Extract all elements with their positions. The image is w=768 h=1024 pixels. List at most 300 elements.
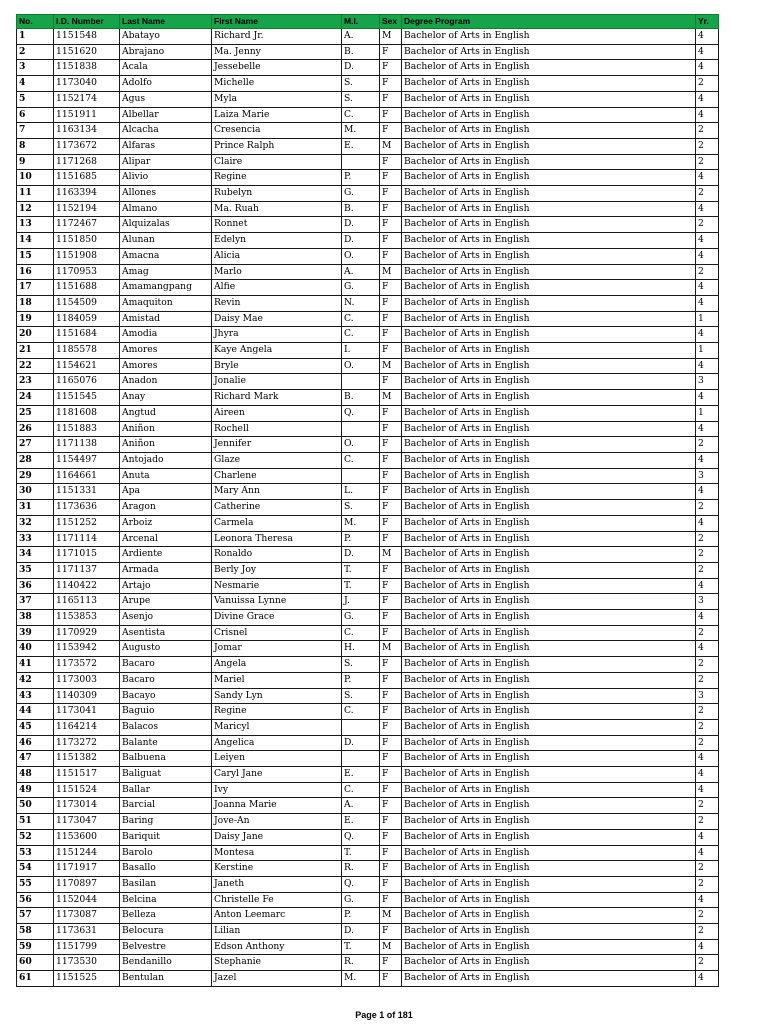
cell-first-name: Lilian	[212, 924, 342, 940]
cell-last-name: Arboiz	[120, 515, 212, 531]
cell-sex: F	[380, 201, 402, 217]
cell-first-name: Sandy Lyn	[212, 688, 342, 704]
cell-degree-program: Bachelor of Arts in English	[402, 327, 696, 343]
cell-degree-program: Bachelor of Arts in English	[402, 138, 696, 154]
cell-middle-initial: B.	[342, 390, 380, 406]
cell-middle-initial: O.	[342, 358, 380, 374]
cell-sex: F	[380, 60, 402, 76]
cell-no: 61	[17, 971, 54, 987]
cell-no: 59	[17, 939, 54, 955]
cell-year: 2	[696, 735, 719, 751]
table-row	[17, 170, 719, 186]
cell-middle-initial: T.	[342, 562, 380, 578]
cell-first-name: Jhyra	[212, 327, 342, 343]
cell-id-number: 1173041	[54, 704, 120, 720]
cell-no: 4	[17, 76, 54, 92]
cell-year: 2	[696, 123, 719, 139]
cell-no: 28	[17, 452, 54, 468]
cell-middle-initial: D.	[342, 233, 380, 249]
cell-id-number: 1151620	[54, 44, 120, 60]
cell-middle-initial	[342, 374, 380, 390]
cell-degree-program: Bachelor of Arts in English	[402, 437, 696, 453]
table-row	[17, 829, 719, 845]
cell-degree-program: Bachelor of Arts in English	[402, 374, 696, 390]
cell-middle-initial: I.	[342, 343, 380, 359]
cell-degree-program: Bachelor of Arts in English	[402, 782, 696, 798]
cell-sex: M	[380, 547, 402, 563]
cell-first-name: Edelyn	[212, 233, 342, 249]
cell-no: 46	[17, 735, 54, 751]
cell-first-name: Crisnel	[212, 625, 342, 641]
table-row	[17, 264, 719, 280]
cell-id-number: 1173272	[54, 735, 120, 751]
cell-year: 2	[696, 437, 719, 453]
cell-id-number: 1185578	[54, 343, 120, 359]
cell-id-number: 1173631	[54, 924, 120, 940]
cell-first-name: Jazel	[212, 971, 342, 987]
cell-degree-program: Bachelor of Arts in English	[402, 735, 696, 751]
cell-middle-initial: C.	[342, 782, 380, 798]
cell-middle-initial: O.	[342, 437, 380, 453]
cell-middle-initial: B.	[342, 44, 380, 60]
cell-middle-initial	[342, 751, 380, 767]
cell-year: 2	[696, 861, 719, 877]
cell-first-name: Prince Ralph	[212, 138, 342, 154]
cell-degree-program: Bachelor of Arts in English	[402, 484, 696, 500]
cell-degree-program: Bachelor of Arts in English	[402, 562, 696, 578]
cell-no: 60	[17, 955, 54, 971]
table-row	[17, 751, 719, 767]
cell-year: 2	[696, 955, 719, 971]
cell-no: 25	[17, 405, 54, 421]
table-row	[17, 578, 719, 594]
cell-sex: F	[380, 578, 402, 594]
table-row	[17, 625, 719, 641]
cell-first-name: Mary Ann	[212, 484, 342, 500]
cell-sex: F	[380, 233, 402, 249]
table-row	[17, 892, 719, 908]
cell-no: 20	[17, 327, 54, 343]
cell-first-name: Revin	[212, 295, 342, 311]
cell-last-name: Adolfo	[120, 76, 212, 92]
cell-id-number: 1152194	[54, 201, 120, 217]
cell-sex: F	[380, 719, 402, 735]
cell-middle-initial: C.	[342, 107, 380, 123]
cell-id-number: 1173003	[54, 672, 120, 688]
cell-year: 4	[696, 484, 719, 500]
cell-sex: M	[380, 908, 402, 924]
cell-year: 4	[696, 782, 719, 798]
cell-id-number: 1151244	[54, 845, 120, 861]
cell-no: 18	[17, 295, 54, 311]
cell-middle-initial: M.	[342, 123, 380, 139]
table-row	[17, 390, 719, 406]
cell-last-name: Aniñon	[120, 421, 212, 437]
cell-no: 31	[17, 500, 54, 516]
cell-id-number: 1153853	[54, 610, 120, 626]
cell-last-name: Antojado	[120, 452, 212, 468]
cell-year: 4	[696, 233, 719, 249]
cell-first-name: Ronaldo	[212, 547, 342, 563]
cell-no: 33	[17, 531, 54, 547]
cell-year: 1	[696, 343, 719, 359]
cell-degree-program: Bachelor of Arts in English	[402, 924, 696, 940]
cell-last-name: Apa	[120, 484, 212, 500]
cell-sex: F	[380, 154, 402, 170]
cell-last-name: Barcial	[120, 798, 212, 814]
cell-year: 4	[696, 421, 719, 437]
table-row	[17, 798, 719, 814]
cell-degree-program: Bachelor of Arts in English	[402, 531, 696, 547]
cell-middle-initial: R.	[342, 861, 380, 877]
cell-year: 4	[696, 845, 719, 861]
cell-middle-initial: B.	[342, 201, 380, 217]
cell-middle-initial: G.	[342, 892, 380, 908]
cell-degree-program: Bachelor of Arts in English	[402, 264, 696, 280]
cell-last-name: Alivio	[120, 170, 212, 186]
cell-first-name: Jomar	[212, 641, 342, 657]
cell-id-number: 1171114	[54, 531, 120, 547]
cell-id-number: 1165113	[54, 594, 120, 610]
cell-sex: F	[380, 735, 402, 751]
cell-first-name: Alfie	[212, 280, 342, 296]
cell-middle-initial: P.	[342, 531, 380, 547]
cell-year: 4	[696, 201, 719, 217]
cell-year: 2	[696, 76, 719, 92]
cell-id-number: 1184059	[54, 311, 120, 327]
cell-first-name: Caryl Jane	[212, 767, 342, 783]
cell-year: 4	[696, 641, 719, 657]
cell-no: 45	[17, 719, 54, 735]
cell-no: 30	[17, 484, 54, 500]
cell-year: 4	[696, 971, 719, 987]
cell-id-number: 1140309	[54, 688, 120, 704]
cell-id-number: 1151850	[54, 233, 120, 249]
cell-first-name: Christelle Fe	[212, 892, 342, 908]
cell-id-number: 1151331	[54, 484, 120, 500]
cell-year: 4	[696, 515, 719, 531]
cell-year: 2	[696, 908, 719, 924]
cell-degree-program: Bachelor of Arts in English	[402, 107, 696, 123]
cell-sex: F	[380, 892, 402, 908]
table-row	[17, 939, 719, 955]
cell-sex: F	[380, 704, 402, 720]
cell-id-number: 1151517	[54, 767, 120, 783]
cell-last-name: Belocura	[120, 924, 212, 940]
cell-last-name: Alipar	[120, 154, 212, 170]
cell-sex: F	[380, 610, 402, 626]
cell-degree-program: Bachelor of Arts in English	[402, 719, 696, 735]
table-row	[17, 845, 719, 861]
cell-id-number: 1140422	[54, 578, 120, 594]
cell-sex: F	[380, 44, 402, 60]
cell-first-name: Michelle	[212, 76, 342, 92]
cell-year: 2	[696, 264, 719, 280]
cell-no: 19	[17, 311, 54, 327]
cell-degree-program: Bachelor of Arts in English	[402, 44, 696, 60]
cell-last-name: Alquizalas	[120, 217, 212, 233]
cell-last-name: Bacayo	[120, 688, 212, 704]
cell-degree-program: Bachelor of Arts in English	[402, 515, 696, 531]
cell-middle-initial: P.	[342, 170, 380, 186]
table-row	[17, 924, 719, 940]
cell-last-name: Baguio	[120, 704, 212, 720]
table-row	[17, 421, 719, 437]
cell-last-name: Balbuena	[120, 751, 212, 767]
table-row	[17, 955, 719, 971]
cell-degree-program: Bachelor of Arts in English	[402, 798, 696, 814]
cell-first-name: Leonora Theresa	[212, 531, 342, 547]
cell-degree-program: Bachelor of Arts in English	[402, 657, 696, 673]
cell-year: 4	[696, 295, 719, 311]
cell-id-number: 1173040	[54, 76, 120, 92]
cell-id-number: 1164661	[54, 468, 120, 484]
cell-last-name: Anuta	[120, 468, 212, 484]
cell-middle-initial: M.	[342, 515, 380, 531]
cell-no: 29	[17, 468, 54, 484]
cell-degree-program: Bachelor of Arts in English	[402, 452, 696, 468]
cell-first-name: Richard Mark	[212, 390, 342, 406]
cell-sex: F	[380, 829, 402, 845]
table-row	[17, 201, 719, 217]
cell-first-name: Jonalie	[212, 374, 342, 390]
cell-sex: F	[380, 107, 402, 123]
cell-no: 2	[17, 44, 54, 60]
cell-id-number: 1170929	[54, 625, 120, 641]
cell-first-name: Richard Jr.	[212, 29, 342, 45]
cell-middle-initial	[342, 421, 380, 437]
cell-no: 36	[17, 578, 54, 594]
cell-degree-program: Bachelor of Arts in English	[402, 547, 696, 563]
cell-no: 5	[17, 91, 54, 107]
cell-id-number: 1173672	[54, 138, 120, 154]
cell-sex: F	[380, 876, 402, 892]
cell-middle-initial: T.	[342, 939, 380, 955]
cell-first-name: Bryle	[212, 358, 342, 374]
cell-sex: F	[380, 594, 402, 610]
cell-year: 2	[696, 672, 719, 688]
cell-sex: F	[380, 924, 402, 940]
cell-last-name: Amores	[120, 343, 212, 359]
cell-year: 4	[696, 390, 719, 406]
cell-first-name: Janeth	[212, 876, 342, 892]
cell-last-name: Anay	[120, 390, 212, 406]
cell-last-name: Albellar	[120, 107, 212, 123]
cell-degree-program: Bachelor of Arts in English	[402, 500, 696, 516]
cell-middle-initial: D.	[342, 735, 380, 751]
cell-first-name: Regine	[212, 170, 342, 186]
cell-degree-program: Bachelor of Arts in English	[402, 688, 696, 704]
table-row	[17, 29, 719, 45]
cell-year: 4	[696, 170, 719, 186]
cell-sex: F	[380, 625, 402, 641]
cell-sex: M	[380, 939, 402, 955]
cell-sex: F	[380, 688, 402, 704]
cell-first-name: Regine	[212, 704, 342, 720]
cell-sex: M	[380, 390, 402, 406]
cell-last-name: Amamangpang	[120, 280, 212, 296]
cell-year: 2	[696, 186, 719, 202]
cell-id-number: 1151382	[54, 751, 120, 767]
cell-id-number: 1153942	[54, 641, 120, 657]
cell-year: 2	[696, 719, 719, 735]
cell-sex: F	[380, 562, 402, 578]
cell-id-number: 1151688	[54, 280, 120, 296]
cell-degree-program: Bachelor of Arts in English	[402, 641, 696, 657]
cell-last-name: Acala	[120, 60, 212, 76]
cell-last-name: Amistad	[120, 311, 212, 327]
cell-sex: F	[380, 515, 402, 531]
table-row	[17, 311, 719, 327]
cell-year: 4	[696, 327, 719, 343]
cell-degree-program: Bachelor of Arts in English	[402, 60, 696, 76]
cell-sex: F	[380, 170, 402, 186]
cell-last-name: Baring	[120, 814, 212, 830]
table-row	[17, 44, 719, 60]
cell-sex: F	[380, 798, 402, 814]
cell-first-name: Rubelyn	[212, 186, 342, 202]
cell-degree-program: Bachelor of Arts in English	[402, 625, 696, 641]
cell-year: 2	[696, 217, 719, 233]
cell-middle-initial: D.	[342, 217, 380, 233]
cell-year: 2	[696, 547, 719, 563]
cell-no: 54	[17, 861, 54, 877]
cell-first-name: Nesmarie	[212, 578, 342, 594]
cell-last-name: Abrajano	[120, 44, 212, 60]
cell-id-number: 1171138	[54, 437, 120, 453]
table-row	[17, 704, 719, 720]
cell-sex: F	[380, 814, 402, 830]
table-row	[17, 547, 719, 563]
cell-degree-program: Bachelor of Arts in English	[402, 610, 696, 626]
cell-no: 11	[17, 186, 54, 202]
cell-id-number: 1151911	[54, 107, 120, 123]
cell-year: 3	[696, 374, 719, 390]
cell-year: 4	[696, 358, 719, 374]
table-row	[17, 861, 719, 877]
cell-sex: F	[380, 672, 402, 688]
cell-no: 50	[17, 798, 54, 814]
cell-no: 6	[17, 107, 54, 123]
cell-middle-initial: C.	[342, 311, 380, 327]
cell-sex: F	[380, 217, 402, 233]
cell-sex: M	[380, 138, 402, 154]
cell-sex: F	[380, 123, 402, 139]
cell-year: 2	[696, 625, 719, 641]
cell-degree-program: Bachelor of Arts in English	[402, 876, 696, 892]
cell-id-number: 1171917	[54, 861, 120, 877]
cell-first-name: Joanna Marie	[212, 798, 342, 814]
cell-no: 26	[17, 421, 54, 437]
cell-year: 4	[696, 610, 719, 626]
cell-no: 8	[17, 138, 54, 154]
cell-sex: F	[380, 311, 402, 327]
cell-no: 49	[17, 782, 54, 798]
table-row	[17, 719, 719, 735]
cell-id-number: 1151548	[54, 29, 120, 45]
cell-id-number: 1171268	[54, 154, 120, 170]
cell-id-number: 1151524	[54, 782, 120, 798]
cell-middle-initial: A.	[342, 264, 380, 280]
cell-no: 51	[17, 814, 54, 830]
table-row	[17, 452, 719, 468]
cell-middle-initial: A.	[342, 798, 380, 814]
cell-first-name: Stephanie	[212, 955, 342, 971]
cell-last-name: Aragon	[120, 500, 212, 516]
cell-sex: F	[380, 782, 402, 798]
cell-last-name: Amaquiton	[120, 295, 212, 311]
cell-id-number: 1171015	[54, 547, 120, 563]
cell-middle-initial: D.	[342, 60, 380, 76]
cell-middle-initial: P.	[342, 672, 380, 688]
cell-sex: M	[380, 264, 402, 280]
table-row	[17, 60, 719, 76]
cell-degree-program: Bachelor of Arts in English	[402, 311, 696, 327]
cell-year: 2	[696, 876, 719, 892]
cell-middle-initial: P.	[342, 908, 380, 924]
cell-middle-initial: M.	[342, 971, 380, 987]
cell-first-name: Kaye Angela	[212, 343, 342, 359]
cell-last-name: Almano	[120, 201, 212, 217]
cell-middle-initial: T.	[342, 845, 380, 861]
cell-degree-program: Bachelor of Arts in English	[402, 201, 696, 217]
cell-sex: F	[380, 421, 402, 437]
cell-no: 37	[17, 594, 54, 610]
cell-id-number: 1152174	[54, 91, 120, 107]
cell-sex: F	[380, 971, 402, 987]
cell-degree-program: Bachelor of Arts in English	[402, 939, 696, 955]
cell-id-number: 1163134	[54, 123, 120, 139]
cell-year: 3	[696, 688, 719, 704]
table-row	[17, 138, 719, 154]
cell-sex: M	[380, 29, 402, 45]
cell-first-name: Marlo	[212, 264, 342, 280]
cell-id-number: 1172467	[54, 217, 120, 233]
cell-id-number: 1151684	[54, 327, 120, 343]
cell-sex: F	[380, 531, 402, 547]
table-row	[17, 280, 719, 296]
cell-no: 10	[17, 170, 54, 186]
table-row	[17, 123, 719, 139]
cell-middle-initial: E.	[342, 767, 380, 783]
cell-first-name: Jessebelle	[212, 60, 342, 76]
cell-last-name: Balante	[120, 735, 212, 751]
cell-first-name: Ma. Ruah	[212, 201, 342, 217]
table-row	[17, 374, 719, 390]
table-row	[17, 217, 719, 233]
cell-sex: F	[380, 248, 402, 264]
cell-middle-initial: S.	[342, 91, 380, 107]
table-row	[17, 876, 719, 892]
cell-id-number: 1151838	[54, 60, 120, 76]
cell-first-name: Carmela	[212, 515, 342, 531]
cell-first-name: Kerstine	[212, 861, 342, 877]
cell-sex: F	[380, 76, 402, 92]
cell-first-name: Charlene	[212, 468, 342, 484]
cell-year: 2	[696, 138, 719, 154]
cell-first-name: Berly Joy	[212, 562, 342, 578]
cell-year: 2	[696, 704, 719, 720]
cell-no: 24	[17, 390, 54, 406]
table-row	[17, 735, 719, 751]
cell-no: 13	[17, 217, 54, 233]
cell-no: 39	[17, 625, 54, 641]
cell-degree-program: Bachelor of Arts in English	[402, 578, 696, 594]
cell-last-name: Barolo	[120, 845, 212, 861]
table-row	[17, 484, 719, 500]
cell-id-number: 1152044	[54, 892, 120, 908]
table-row	[17, 233, 719, 249]
